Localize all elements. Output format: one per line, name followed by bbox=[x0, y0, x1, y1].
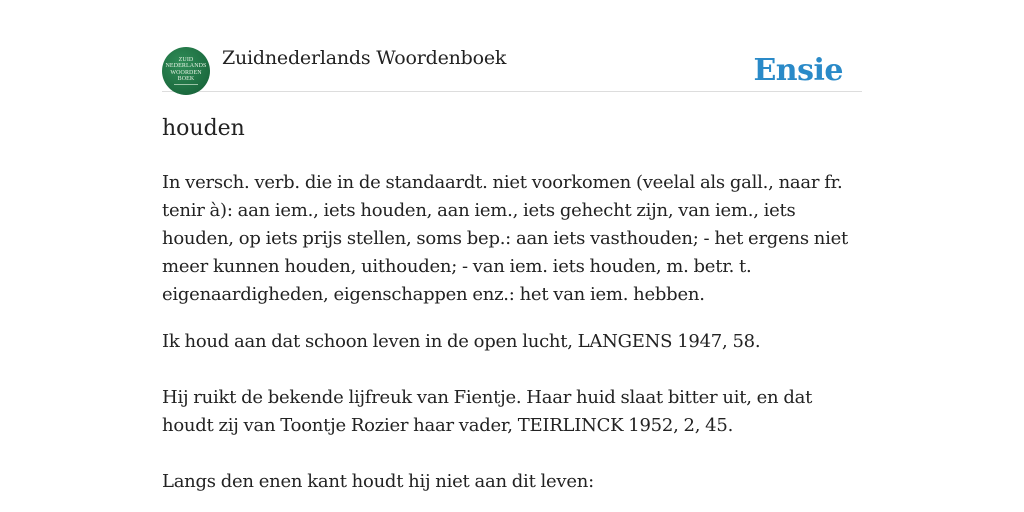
ensie-brand-link[interactable]: Ensie bbox=[753, 53, 843, 88]
quote-3: Langs den enen kant houdt hij niet aan dit leven: bbox=[162, 471, 594, 492]
site-logo[interactable] bbox=[162, 47, 210, 95]
entry-content bbox=[162, 169, 862, 512]
entry-definition: In versch. verb. die in de standaardt. niet voorkomen (veelal als gall., naar fr. tenir à): aan iem., iets houden, aan iem., iets gehecht zijn, van iem., iets houden, op iets prijs stellen, soms bep.: aan iets vasthouden; - het ergens niet meer kunnen houden, uithouden; - van iem. iets houden, m. betr. t. eigenaardigheden, eigenschappen enz.: het van iem. hebben. bbox=[162, 172, 849, 305]
entry-title: houden bbox=[162, 116, 245, 141]
logo-rule bbox=[174, 84, 198, 85]
quote-1: Ik houd aan dat schoon leven in de open lucht, LANGENS 1947, 58. bbox=[162, 331, 761, 352]
quote-2: Hij ruikt de bekende lijfreuk van Fientje. Haar huid slaat bitter uit, en dat houdt zij van Toontje Rozier haar vader, TEIRLINCK 1952, 2, 45. bbox=[162, 387, 813, 436]
logo-line-1: ZUID bbox=[178, 56, 194, 63]
logo-line-2: NEDERLANDS bbox=[165, 63, 207, 70]
site-header bbox=[162, 44, 862, 92]
logo-line-4: BOEK bbox=[177, 75, 195, 82]
logo-line-3: WOORDEN bbox=[170, 69, 202, 76]
site-title-link[interactable]: Zuidnederlands Woordenboek bbox=[222, 47, 507, 69]
